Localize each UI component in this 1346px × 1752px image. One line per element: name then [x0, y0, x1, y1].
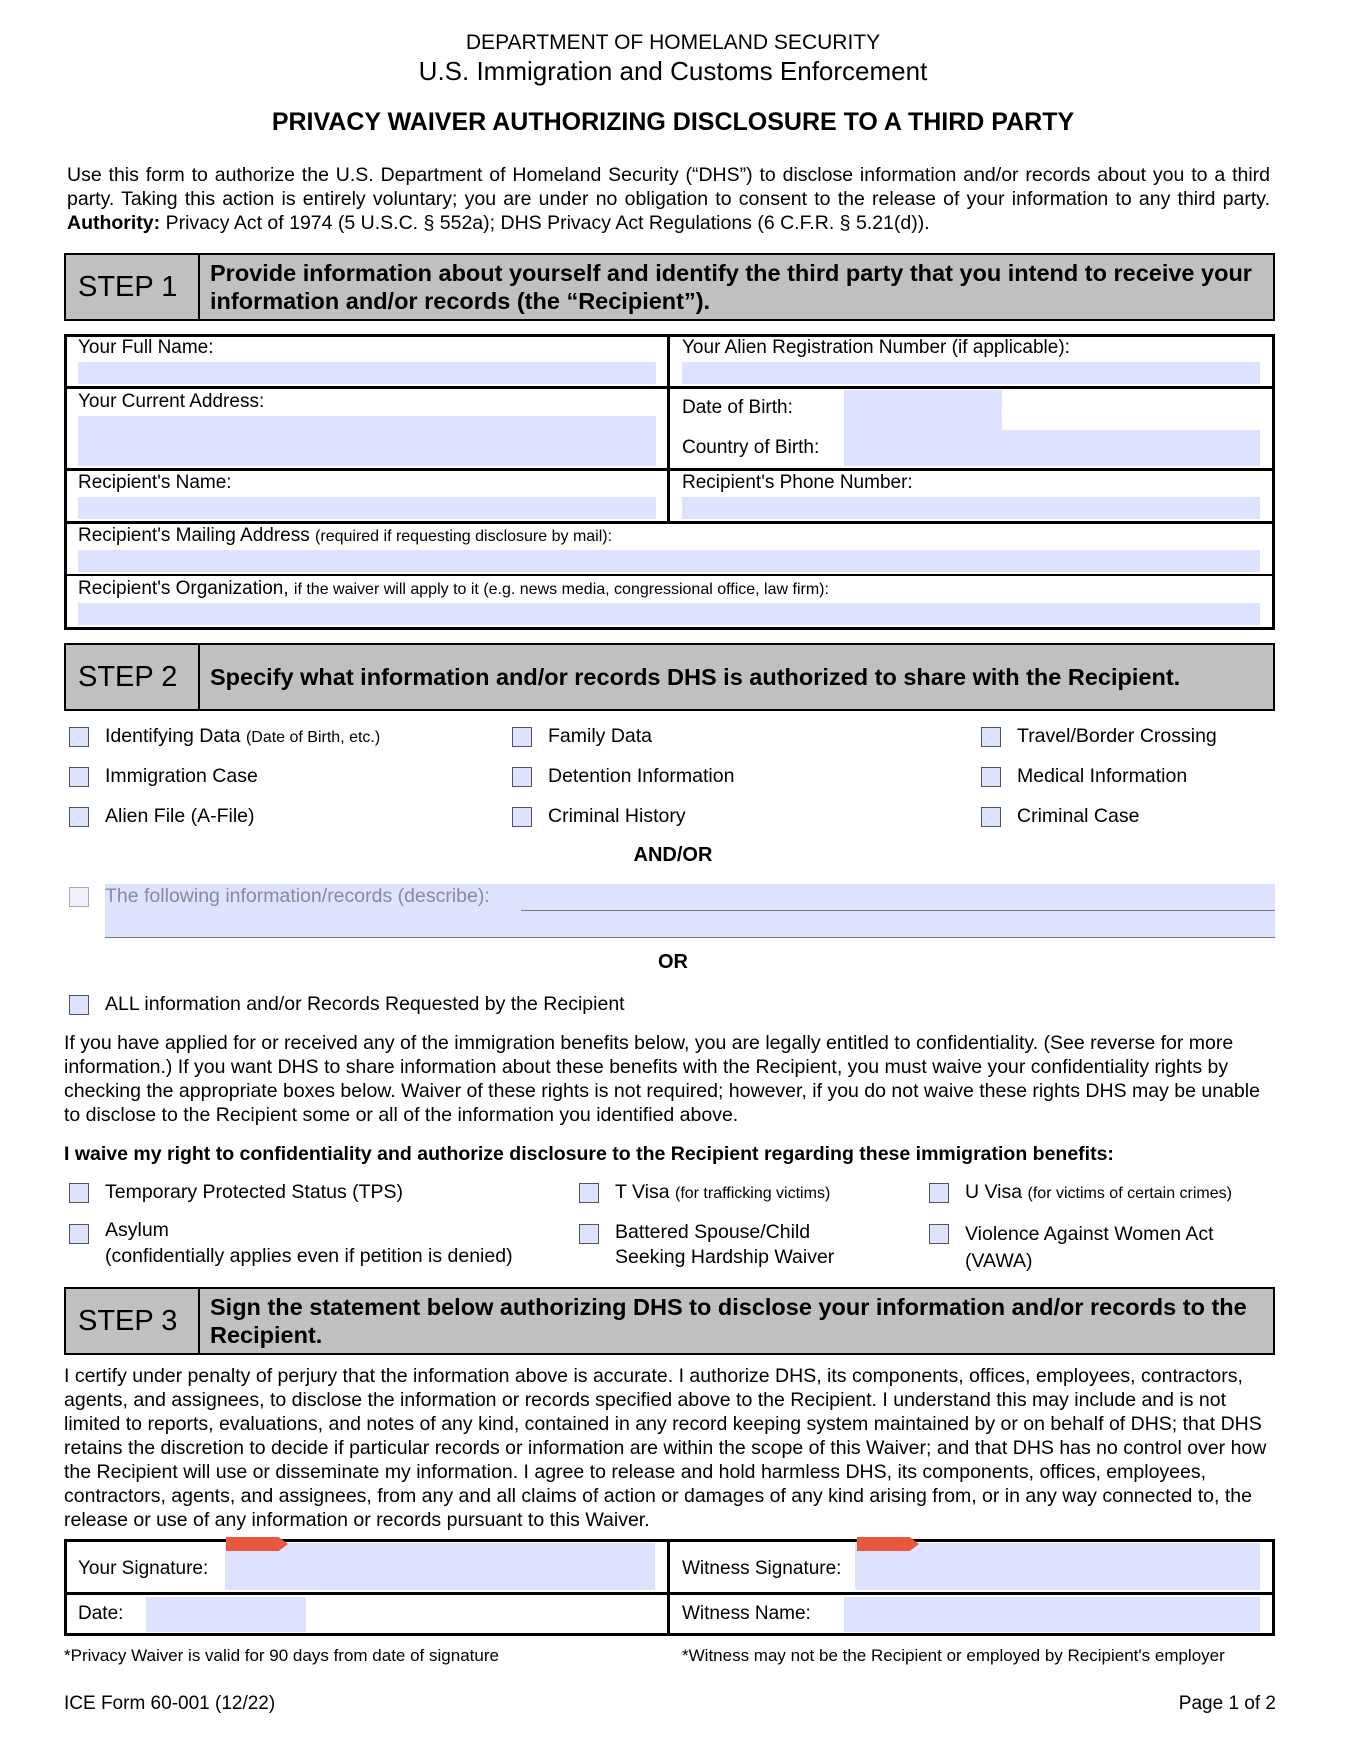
date-label: Date: — [78, 1603, 124, 1624]
sign-here-flag-icon — [226, 1537, 288, 1551]
recipient-name-field[interactable] — [78, 497, 656, 519]
criminal-case-checkbox[interactable] — [981, 807, 1001, 827]
divider — [667, 334, 670, 523]
detention-info-checkbox[interactable] — [512, 767, 532, 787]
page-number: Page 1 of 2 — [1178, 1693, 1276, 1714]
witness-signature-label: Witness Signature: — [682, 1558, 842, 1579]
uvisa-checkbox[interactable] — [929, 1183, 949, 1203]
vawa-checkbox[interactable] — [929, 1224, 949, 1244]
medical-info-label: Medical Information — [1017, 765, 1188, 787]
step3-label: STEP 3 — [66, 1289, 200, 1353]
dob-field[interactable] — [844, 390, 1002, 430]
uvisa-label: U Visa (for victims of certain crimes) — [965, 1181, 1232, 1203]
andor-label: AND/OR — [633, 844, 713, 866]
country-of-birth-label: Country of Birth: — [682, 437, 820, 458]
agency-heading: U.S. Immigration and Customs Enforcement — [418, 56, 928, 86]
country-of-birth-field[interactable] — [844, 430, 1260, 466]
all-records-label: ALL information and/or Records Requested by the Recipient — [105, 993, 625, 1015]
your-signature-field[interactable] — [225, 1543, 655, 1590]
identifying-data-checkbox[interactable] — [69, 727, 89, 747]
family-data-checkbox[interactable] — [512, 727, 532, 747]
vawa-label: Violence Against Women Act — [965, 1223, 1214, 1245]
divider — [64, 574, 1275, 576]
asylum-label: Asylum — [105, 1219, 169, 1241]
witness-signature-field[interactable] — [855, 1543, 1260, 1590]
organization-label: Recipient's Organization, if the waiver will apply to it (e.g. news media, congressional office, law firm): — [78, 578, 829, 599]
criminal-history-checkbox[interactable] — [512, 807, 532, 827]
date-field[interactable] — [146, 1597, 306, 1632]
medical-info-checkbox[interactable] — [981, 767, 1001, 787]
step2-header — [64, 643, 1275, 711]
your-signature-label: Your Signature: — [78, 1558, 209, 1579]
detention-info-label: Detention Information — [548, 765, 735, 787]
current-address-label: Your Current Address: — [78, 391, 265, 412]
step2-label: STEP 2 — [66, 645, 200, 709]
describe-underline — [521, 910, 1275, 911]
immigration-case-label: Immigration Case — [105, 765, 258, 787]
battered-spouse-label: Battered Spouse/Child — [615, 1221, 811, 1243]
dob-label: Date of Birth: — [682, 397, 793, 418]
mailing-address-label: Recipient's Mailing Address (required if requesting disclosure by mail): — [78, 525, 613, 546]
all-records-checkbox[interactable] — [69, 995, 89, 1015]
department-heading: DEPARTMENT OF HOMELAND SECURITY — [465, 31, 881, 54]
alien-number-field[interactable] — [682, 362, 1260, 384]
describe-checkbox[interactable] — [69, 887, 89, 907]
certification-paragraph: I certify under penalty of perjury that the information above is accurate. I authorize DHS, its components, offices, employees, contractors, agents, and assignees, to disclose the information or records specified above to the Recipient. I understand this may include and is not limited to reports, evaluations, and notes of any kind, contained in any record keeping system maintained by or on behalf of DHS; that DHS retains the discretion to decide if particular records or information are within the scope of this Waiver; and that DHS has no control over how the Recipient will use or disseminate my information. I agree to release and hold harmless DHS, its components, offices, employees, contractors, agents, and assignees, from any and all claims of action or damages of any kind arising from, or in any way connected to, the release or use of any information or records pursuant to this Waiver. — [64, 1365, 1267, 1531]
criminal-history-label: Criminal History — [548, 805, 686, 827]
step1-label: STEP 1 — [66, 255, 200, 319]
vawa-note: (VAWA) — [965, 1250, 1033, 1272]
battered-spouse-checkbox[interactable] — [579, 1224, 599, 1244]
current-address-field[interactable] — [78, 416, 656, 466]
asylum-checkbox[interactable] — [69, 1224, 89, 1244]
immigration-case-checkbox[interactable] — [69, 767, 89, 787]
step3-header — [64, 1287, 1275, 1355]
step2-instruction: Specify what information and/or records DHS is authorized to share with the Recipient. — [210, 664, 1181, 690]
asylum-note: (confidentially applies even if petition is denied) — [105, 1245, 513, 1267]
full-name-label: Your Full Name: — [78, 337, 214, 358]
waive-heading: I waive my right to confidentiality and authorize disclosure to the Recipient regarding these immigration benefits: — [64, 1143, 1114, 1165]
travel-border-checkbox[interactable] — [981, 727, 1001, 747]
benefits-paragraph: If you have applied for or received any of the immigration benefits below, you are legally entitled to confidentiality. (See reverse for more information.) If you want DHS to share information about these benefits with the Recipient, you must waive your confidentiality rights by checking the appropriate boxes below. Waiver of these rights is not required; however, if you do not waive these rights DHS may be unable to disclose to the Recipient some or all of the information you identified above. — [64, 1032, 1260, 1126]
witness-name-field[interactable] — [844, 1597, 1260, 1632]
battered-spouse-label-line2: Seeking Hardship Waiver — [615, 1246, 835, 1268]
alien-file-label: Alien File (A-File) — [105, 805, 255, 827]
tvisa-label: T Visa (for trafficking victims) — [615, 1181, 831, 1203]
alien-number-label: Your Alien Registration Number (if applicable): — [682, 337, 1070, 358]
mailing-address-field[interactable] — [78, 550, 1260, 572]
recipient-name-label: Recipient's Name: — [78, 472, 232, 493]
tps-checkbox[interactable] — [69, 1183, 89, 1203]
divider — [667, 1539, 670, 1636]
travel-border-label: Travel/Border Crossing — [1017, 725, 1217, 747]
organization-field[interactable] — [78, 603, 1260, 625]
identifying-data-label: Identifying Data (Date of Birth, etc.) — [105, 725, 381, 747]
step1-header — [64, 253, 1275, 321]
full-name-field[interactable] — [78, 362, 656, 384]
family-data-label: Family Data — [548, 725, 653, 747]
form-title: PRIVACY WAIVER AUTHORIZING DISCLOSURE TO A THIRD PARTY — [271, 108, 1075, 136]
step1-instruction: Provide information about yourself and identify the third party that you intend to receive your information and/or records (the “Recipient”). — [210, 260, 1252, 314]
validity-note: *Privacy Waiver is valid for 90 days from date of signature — [64, 1646, 499, 1665]
recipient-phone-label: Recipient's Phone Number: — [682, 472, 913, 493]
tps-label: Temporary Protected Status (TPS) — [105, 1181, 404, 1203]
describe-underline — [105, 937, 1275, 938]
witness-note: *Witness may not be the Recipient or employed by Recipient's employer — [682, 1646, 1225, 1665]
step3-instruction: Sign the statement below authorizing DHS to disclose your information and/or records to the Recipient. — [210, 1294, 1247, 1348]
form-id: ICE Form 60-001 (12/22) — [64, 1693, 276, 1714]
intro-paragraph: Use this form to authorize the U.S. Department of Homeland Security (“DHS”) to disclose information and/or records about you to a third party. Taking this action is entirely voluntary; you are under no obligation to consent to the release of your information to any third party. Authority: Privacy Act of 1974 (5 U.S.C. § 552a); DHS Privacy Act Regulations (6 C.F.R. § 5.21(d)). — [67, 164, 1270, 234]
alien-file-checkbox[interactable] — [69, 807, 89, 827]
recipient-phone-field[interactable] — [682, 497, 1260, 519]
criminal-case-label: Criminal Case — [1017, 805, 1140, 827]
or-label: OR — [658, 951, 688, 973]
tvisa-checkbox[interactable] — [579, 1183, 599, 1203]
witness-name-label: Witness Name: — [682, 1603, 811, 1624]
sign-here-flag-icon — [857, 1537, 919, 1551]
describe-label: The following information/records (describe): — [105, 885, 490, 907]
